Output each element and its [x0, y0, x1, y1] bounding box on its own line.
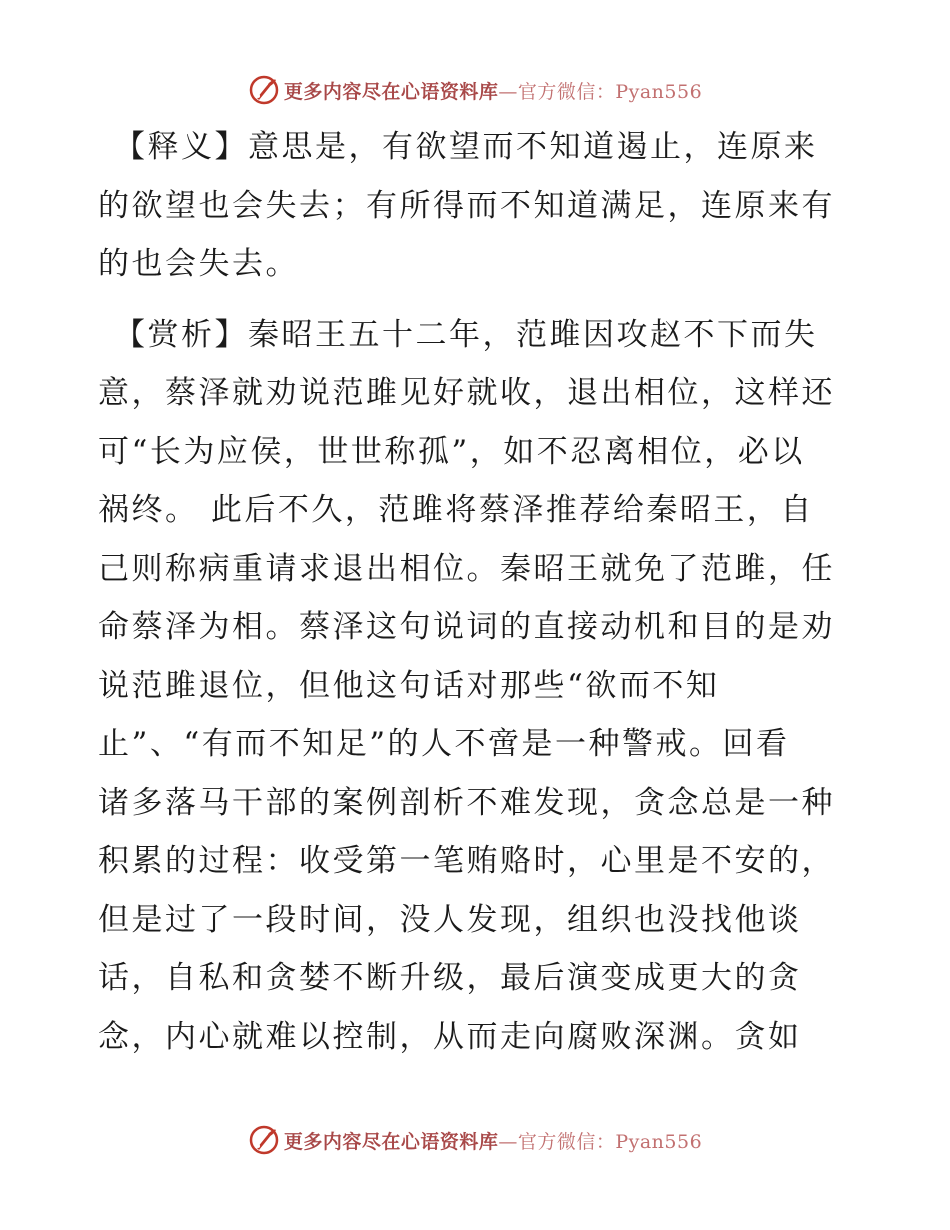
quill-logo-icon	[248, 1124, 280, 1156]
text-line: 【释义】意思是，有欲望而不知道遏止，连原来	[114, 129, 818, 165]
footer-banner-prefix: 更多内容尽在心语资料库	[283, 1130, 499, 1153]
text-line: 诸多落马干部的案例剖析不难发现，贪念总是一种	[98, 784, 835, 821]
footer-banner-text	[284, 1127, 702, 1154]
header-banner-contact: —官方微信：Pyan556	[498, 80, 703, 103]
text-line: 但是过了一段时间，没人发现，组织也没找他谈	[98, 901, 802, 938]
text-line: 积累的过程：收受第一笔贿赂时，心里是不安的，	[98, 843, 835, 879]
text-line: 话，自私和贪婪不断升级，最后演变成更大的贪	[98, 960, 802, 996]
quill-logo-icon	[248, 74, 280, 106]
text-line: 可“长为应侯，世世称孤”，如不忍离相位，必以	[98, 433, 805, 470]
text-line: 的欲望也会失去；有所得而不知道满足，连原来有	[98, 187, 835, 224]
footer-banner	[0, 1122, 950, 1158]
header-banner	[0, 72, 950, 108]
text-line: 祸终。 此后不久，范雎将蔡泽推荐给秦昭王，自	[98, 492, 814, 528]
text-line: 的也会失去。	[98, 246, 299, 282]
document-body	[98, 118, 858, 1066]
header-banner-text	[284, 77, 702, 104]
paragraph-definition	[98, 118, 858, 294]
text-line: 念，内心就难以控制，从而走向腐败深渊。贪如	[98, 1018, 802, 1055]
text-line: 说范雎退位，但他这句话对那些“欲而不知	[98, 667, 720, 704]
paragraph-appreciation	[98, 306, 858, 1067]
text-line: 意，蔡泽就劝说范雎见好就收，退出相位，这样还	[98, 375, 835, 411]
text-line: 止”、“有而不知足”的人不啻是一种警戒。回看	[98, 726, 790, 762]
text-line: 【赏析】秦昭王五十二年，范雎因攻赵不下而失	[114, 316, 818, 353]
text-line: 命蔡泽为相。蔡泽这句说词的直接动机和目的是劝	[98, 609, 835, 645]
header-banner-prefix: 更多内容尽在心语资料库	[283, 80, 499, 103]
footer-banner-contact: —官方微信：Pyan556	[498, 1130, 703, 1153]
text-line: 己则称病重请求退出相位。秦昭王就免了范雎，任	[98, 550, 835, 587]
